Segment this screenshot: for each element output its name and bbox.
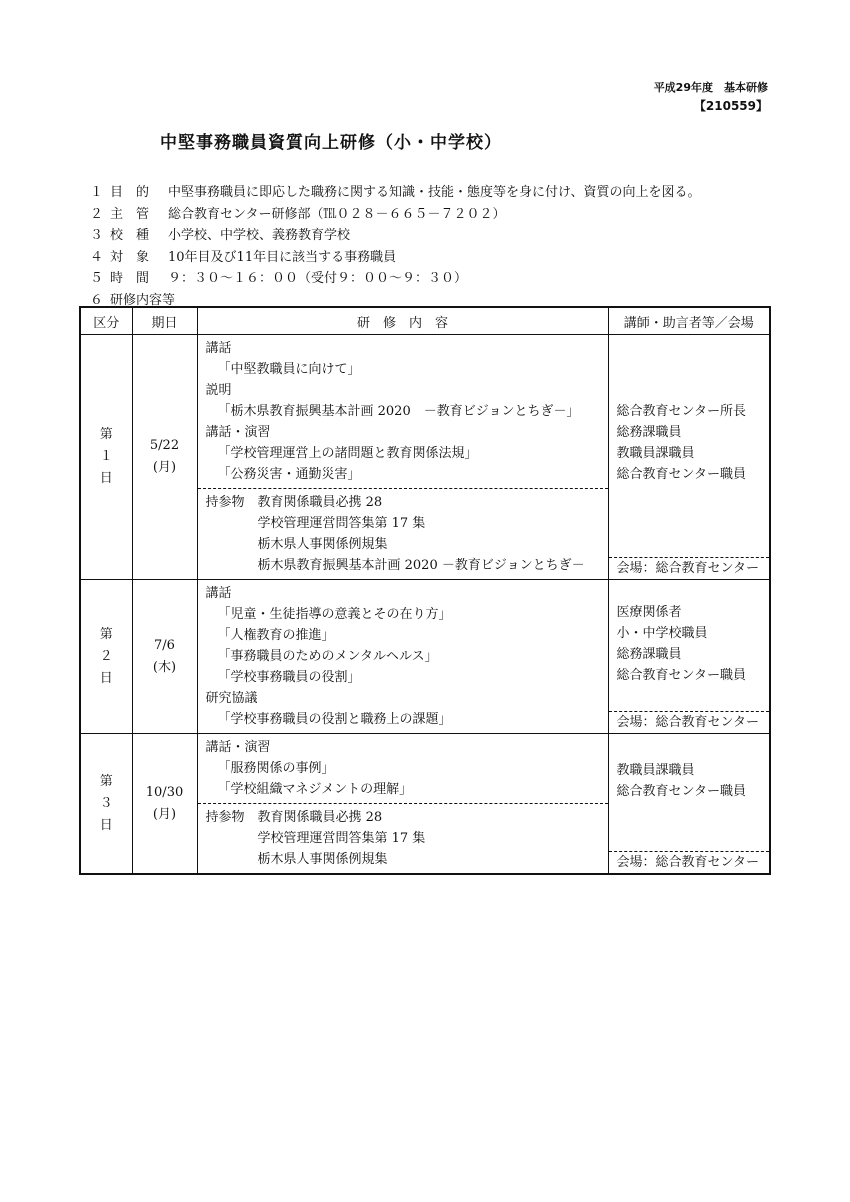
program-list: [198, 580, 608, 733]
item-to-bring: 栃木県教育振興基本計画 2020 －教育ビジョンとちぎ－: [257, 558, 585, 573]
program-topic: 「栃木県教育振興基本計画 2020 －教育ビジョンとちぎ－」: [217, 404, 580, 419]
date-value: 5/22: [149, 438, 180, 453]
date-value: 10/30: [145, 784, 184, 800]
item-value: 総合教育センター研修部（℡０２８－６６５－７２０２）: [168, 206, 506, 222]
lecturer: 総合教育センター職員: [616, 668, 746, 683]
course-code: 【210559】: [693, 99, 768, 113]
weekday: (木): [152, 659, 177, 675]
day-label-char: 第: [99, 773, 113, 789]
item-number: ３: [90, 228, 104, 243]
program-topic: 「学校組織マネジメントの理解」: [217, 782, 413, 797]
item-to-bring-row: [206, 828, 604, 849]
overview-item-organizer: [90, 204, 700, 226]
items-to-bring-label: [206, 828, 258, 849]
item-value: 10年目及び11年目に該当する事務職員: [168, 249, 397, 265]
venue: 会場：総合教育センター: [609, 851, 770, 873]
date-cell: [132, 734, 197, 875]
lecturer: 総合教育センター所長: [616, 404, 746, 419]
item-to-bring: 教育関係職員必携 28: [257, 810, 383, 825]
content-cell: [197, 580, 608, 734]
program-topic: 「服務関係の事例」: [217, 761, 335, 776]
day-label-char: ２: [99, 648, 113, 664]
program-type: 講話・演習: [205, 740, 271, 755]
lecturer: 総合教育センター職員: [616, 784, 746, 799]
item-label: 目 的: [110, 185, 150, 200]
day-label: [80, 580, 132, 734]
lecturer-cell: [608, 580, 770, 734]
item-number: ５: [90, 271, 104, 286]
lecturer: 総務課職員: [616, 425, 682, 440]
overview-item-target: [90, 247, 700, 269]
items-to-bring-label: [206, 555, 258, 576]
table-row: [80, 335, 770, 580]
table-row: [80, 580, 770, 734]
item-to-bring-row: [206, 849, 604, 870]
lecturer: 総合教育センター職員: [616, 467, 746, 482]
item-label: 研修内容等: [110, 292, 176, 308]
lecturer-list: [617, 602, 766, 686]
content-cell: [197, 734, 608, 875]
item-label: 主 管: [110, 206, 150, 222]
program-list: [198, 734, 608, 803]
date-value: 7/6: [154, 637, 175, 653]
lecturer-cell: [608, 734, 770, 875]
training-schedule-table: [79, 306, 771, 875]
program-topic: 「事務職員のためのメンタルヘルス」: [217, 649, 438, 664]
item-value: 小学校、中学校、義務教育学校: [168, 228, 351, 243]
content-cell: [197, 335, 608, 580]
venue: 会場：総合教育センター: [609, 557, 770, 579]
item-number: ２: [90, 206, 104, 222]
item-value: 中堅事務職員に即応した職務に関する知識・技能・態度等を身に付け、資質の向上を図る。: [168, 185, 701, 200]
items-to-bring-label: [206, 513, 258, 534]
item-number: ４: [90, 249, 104, 265]
header-kubun: 区分: [80, 307, 132, 335]
program-topic: 「公務災害・通勤災害」: [217, 467, 361, 482]
items-to-bring-label: 持参物: [205, 495, 245, 510]
fiscal-year-label: 平成29年度 基本研修: [653, 81, 768, 94]
lecturer-cell: [608, 335, 770, 580]
program-topic: 「中堅教職員に向けて」: [217, 362, 361, 377]
item-to-bring-row: [206, 807, 604, 828]
item-to-bring-row: [206, 555, 604, 576]
item-to-bring: 学校管理運営問答集第 17 集: [257, 516, 426, 531]
items-to-bring-label: 持参物: [205, 810, 245, 825]
header-lecturer: 講師・助言者等／会場: [608, 307, 770, 335]
header-content: 研 修 内 容: [197, 307, 608, 335]
program-topic: 「人権教育の推進」: [217, 628, 335, 643]
program-type: 講話: [205, 586, 232, 601]
day-label-char: 第: [99, 427, 113, 442]
weekday: (月): [152, 460, 177, 475]
program-type: 研究協議: [205, 691, 258, 706]
overview-list: [90, 182, 700, 311]
item-label: 時 間: [110, 271, 150, 286]
venue: 会場：総合教育センター: [609, 711, 770, 733]
page-title: 中堅事務職員資質向上研修（小・中学校）: [160, 133, 502, 153]
lecturer-list: [617, 401, 766, 485]
day-label-char: 日: [99, 670, 113, 686]
date-cell: [132, 335, 197, 580]
table-header-row: [80, 307, 770, 335]
day-label-char: 日: [99, 817, 113, 833]
day-label-char: １: [99, 449, 113, 464]
item-number: １: [90, 185, 104, 200]
lecturer: 教職員課職員: [616, 763, 695, 778]
program-type: 講話・演習: [205, 425, 271, 440]
day-label: [80, 734, 132, 875]
item-to-bring-row: [206, 534, 604, 555]
program-topic: 「児童・生徒指導の意義とその在り方」: [217, 607, 452, 622]
lecturer: 教職員課職員: [616, 446, 695, 461]
items-to-bring: [198, 488, 608, 579]
item-to-bring: 教育関係職員必携 28: [257, 495, 383, 510]
item-label: 対 象: [110, 249, 150, 265]
items-to-bring-label: [206, 849, 258, 870]
item-number: ６: [90, 292, 104, 308]
item-to-bring-row: [206, 492, 604, 513]
program-topic: 「学校管理運営上の諸問題と教育関係法規」: [217, 446, 478, 461]
items-to-bring: [198, 803, 608, 873]
lecturer-list: [617, 760, 766, 802]
overview-item-purpose: [90, 182, 700, 204]
day-label-char: ３: [99, 795, 113, 811]
item-label: 校 種: [110, 228, 150, 243]
day-label-char: 第: [99, 626, 113, 642]
day-label-char: 日: [99, 471, 113, 486]
header-date: 期日: [132, 307, 197, 335]
program-topic: 「学校事務職員の役割」: [217, 670, 361, 685]
weekday: (月): [152, 806, 177, 822]
overview-item-school-type: [90, 225, 700, 247]
overview-item-time: [90, 268, 700, 290]
day-label: [80, 335, 132, 580]
item-to-bring: 栃木県人事関係例規集: [257, 852, 388, 867]
item-value: ９：３０～１６：００（受付９：００～９：３０）: [168, 271, 468, 286]
program-type: 講話: [205, 341, 232, 356]
item-to-bring-row: [206, 513, 604, 534]
date-cell: [132, 580, 197, 734]
program-type: 説明: [205, 383, 232, 398]
items-to-bring-label: [206, 534, 258, 555]
table-row: [80, 734, 770, 875]
program-topic: 「学校事務職員の役割と職務上の課題」: [217, 712, 452, 727]
item-to-bring: 栃木県人事関係例規集: [257, 537, 388, 552]
lecturer: 医療関係者: [616, 605, 682, 620]
lecturer: 小・中学校職員: [616, 626, 708, 641]
item-to-bring: 学校管理運営問答集第 17 集: [257, 831, 426, 846]
lecturer: 総務課職員: [616, 647, 682, 662]
program-list: [198, 335, 608, 488]
